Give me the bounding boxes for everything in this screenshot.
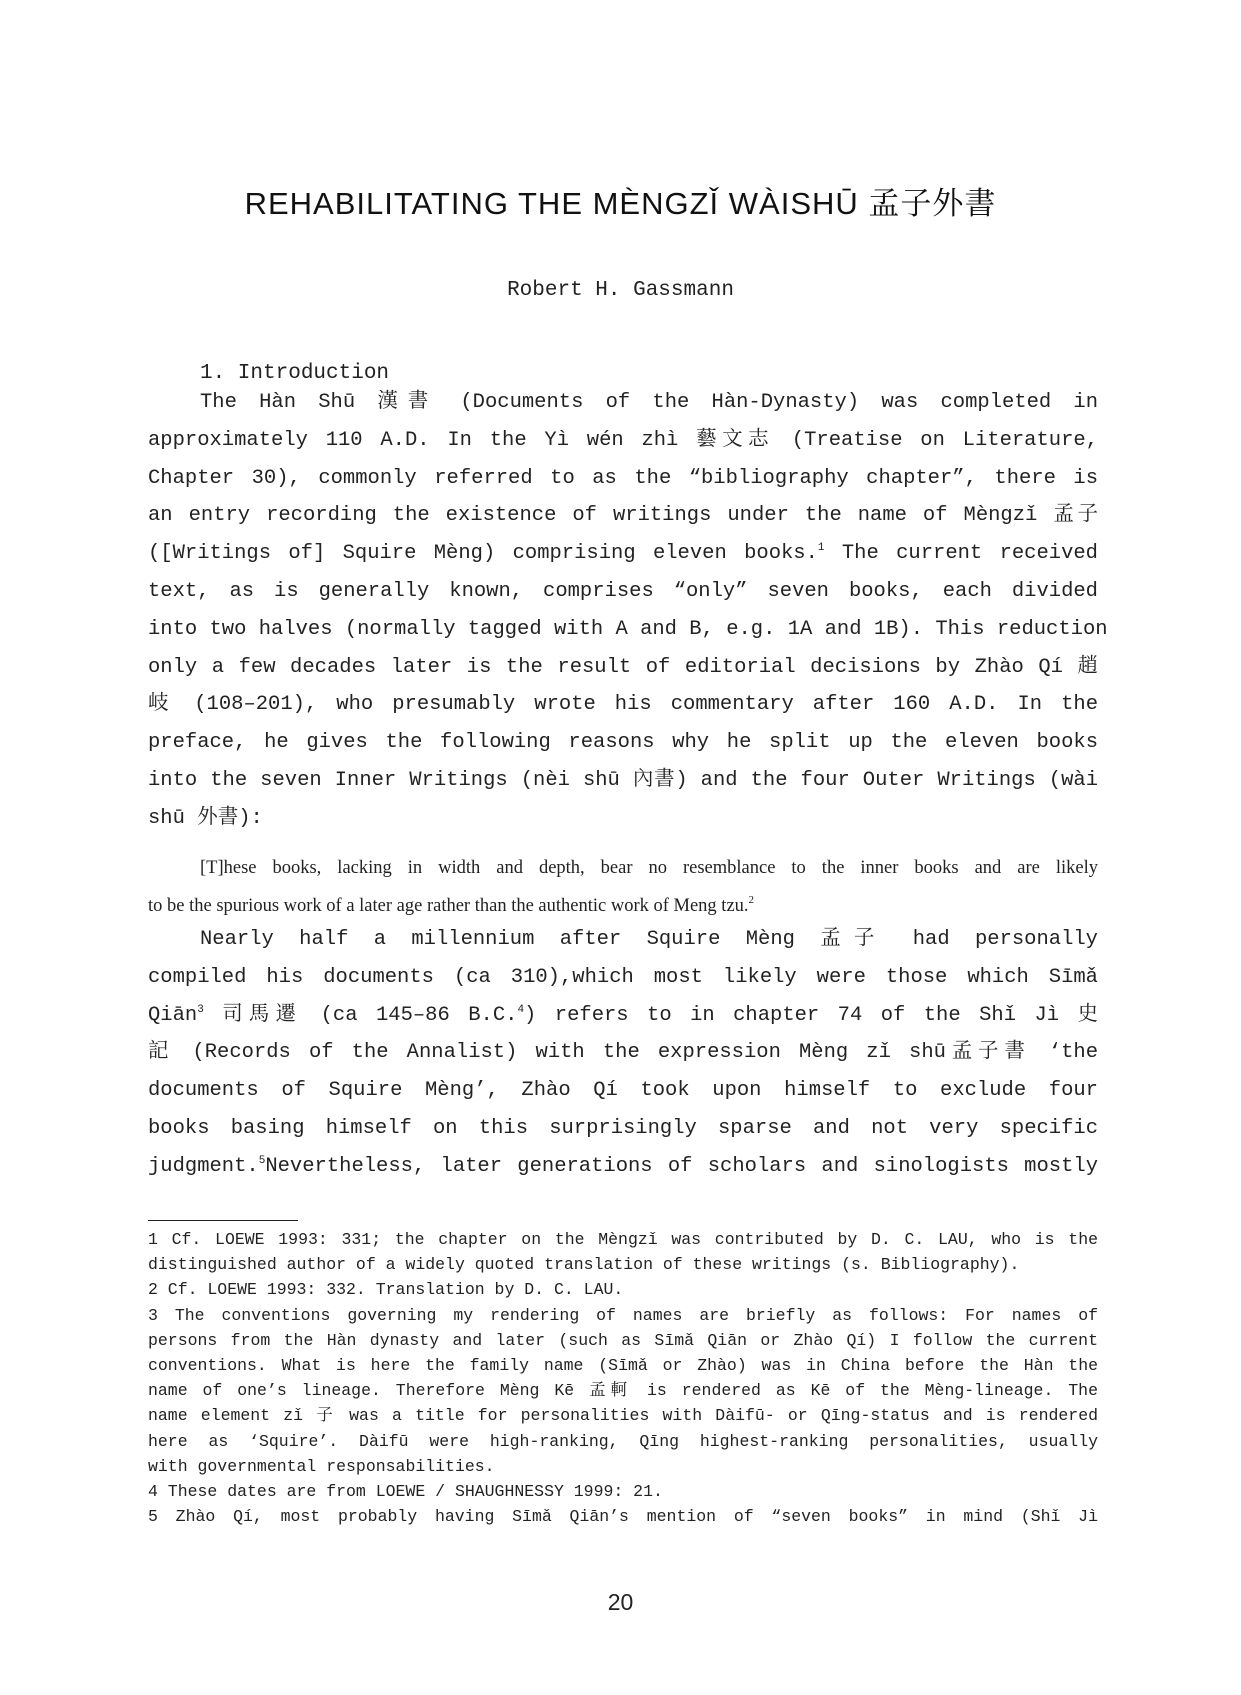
footnote-ref-1[interactable]: 1 [817,542,825,555]
footnote-line: distinguished author of a widely quoted translation of these writings (s. Bibliography). [148,1255,1020,1275]
text-line: compiled his documents (ca 310),which most likely were those which Sīmǎ [148,965,1098,989]
text-line: only a few decades later is the result of editorial decisions by Zhào Qí 趙 [148,655,1098,679]
text-line: documents of Squire Mèng’, Zhào Qí took upon himself to exclude four [148,1079,1098,1103]
footnote-line: persons from the Hàn dynasty and later (such as Sīmǎ Qiān or Zhào Qí) I follow the current [148,1330,1098,1350]
text-segment: 司馬遷 (ca 145–86 B.C. [222,1003,518,1027]
text-line: text, as is generally known, comprises “only” seven books, each divided [148,579,1098,603]
footnote-ref-3[interactable]: 3 [197,1003,204,1016]
footnote-line: 3 The conventions governing my rendering of names are briefly as follows: For names of [148,1305,1098,1325]
text-line [148,1148,1098,1186]
paragraph-introduction [148,384,1108,838]
text-line: 記 (Records of the Annalist) with the expression Mèng zǐ shū孟子書 ‘the [148,1041,1098,1065]
footnote-line: 2 Cf. LOEWE 1993: 332. Translation by D. C. LAU. [148,1280,624,1300]
text-line: an entry recording the existence of writings under the name of Mèngzǐ 孟子 [148,504,1098,528]
footnote-line: with governmental responsabilities. [148,1456,495,1476]
footnote-line: name of one’s lineage. Therefore Mèng Kē 孟軻 is rendered as Kē of the Mèng-lineage. The [148,1381,1098,1401]
footnote-ref-4[interactable]: 4 [517,1003,525,1016]
quote-line: [T]hese books, lacking in width and depth, bear no resemblance to the inner books and are likely [200,858,1098,878]
text-line: Chapter 30), commonly referred to as the “bibliography chapter”, there is [148,466,1098,490]
text-line: into the seven Inner Writings (nèi shū 內書) and the four Outer Writings (wài [148,768,1098,792]
text-segment: Nevertheless, later generations of scholars and sinologists mostly [265,1154,1098,1178]
text-line: preface, he gives the following reasons why he split up the eleven books [148,731,1098,755]
text-segment: ([Writings of] Squire Mèng) comprising eleven books. [148,542,818,566]
footnote-ref-5[interactable]: 5 [258,1154,266,1167]
text-line: 岐 (108–201), who presumably wrote his commentary after 160 A.D. In the [148,693,1098,717]
text-line: books basing himself on this surprisingly sparse and not very specific [148,1116,1098,1140]
footnotes [148,1227,1098,1529]
text-segment: The current received [841,542,1098,566]
block-quote [148,850,1098,925]
author-name: Robert H. Gassmann [507,279,734,302]
page-number: 20 [607,1589,634,1615]
footnote-divider [148,1220,298,1221]
text-segment: judgment. [148,1154,259,1178]
footnote-line: conventions. What is here the family name (Sīmǎ or Zhào) was in China before the Hàn the [148,1356,1098,1376]
text-segment: Qiān [148,1003,198,1027]
text-line: The Hàn Shū 漢書 (Documents of the Hàn-Dynasty) was completed in [200,391,1098,414]
paper-title: REHABILITATING THE MÈNGZǏ WÀISHŪ 孟子外書 [244,186,997,221]
quote-line [148,888,1098,926]
section-heading: 1. Introduction [200,362,390,385]
footnote-line: name element zǐ 子 was a title for personalities with Dàifū- or Qīng-status and is rendered [148,1406,1098,1426]
footnote-ref-2[interactable]: 2 [748,893,755,906]
text-line: approximately 110 A.D. In the Yì wén zhì 藝文志 (Treatise on Literature, [148,428,1098,452]
footnote-line: here as ‘Squire’. Dàifū were high-ranking, Qīng highest-ranking personalities, usually [148,1431,1098,1451]
text-line: shū 外書): [148,806,263,830]
text-line: into two halves (normally tagged with A and B, e.g. 1A and 1B). This reduction [148,617,1108,641]
text-line [148,535,1098,573]
footnote-line: 1 Cf. LOEWE 1993: 331; the chapter on the Mèngzǐ was contributed by D. C. LAU, who is the [148,1230,1098,1249]
text-line: Nearly half a millennium after Squire Mèng 孟子 had personally [200,928,1098,951]
text-segment: to be the spurious work of a later age rather than the authentic work of Meng tzu. [148,895,749,916]
text-line [148,997,1098,1035]
text-segment: ) refers to in chapter 74 of the Shǐ Jì 史 [524,1003,1098,1027]
footnote-line: 5 Zhào Qí, most probably having Sīmǎ Qiān’s mention of “seven books” in mind (Shǐ Jì [148,1507,1098,1527]
footnote-line: 4 These dates are from LOEWE / SHAUGHNESSY 1999: 21. [148,1482,663,1502]
paragraph-continued [148,921,1098,1186]
